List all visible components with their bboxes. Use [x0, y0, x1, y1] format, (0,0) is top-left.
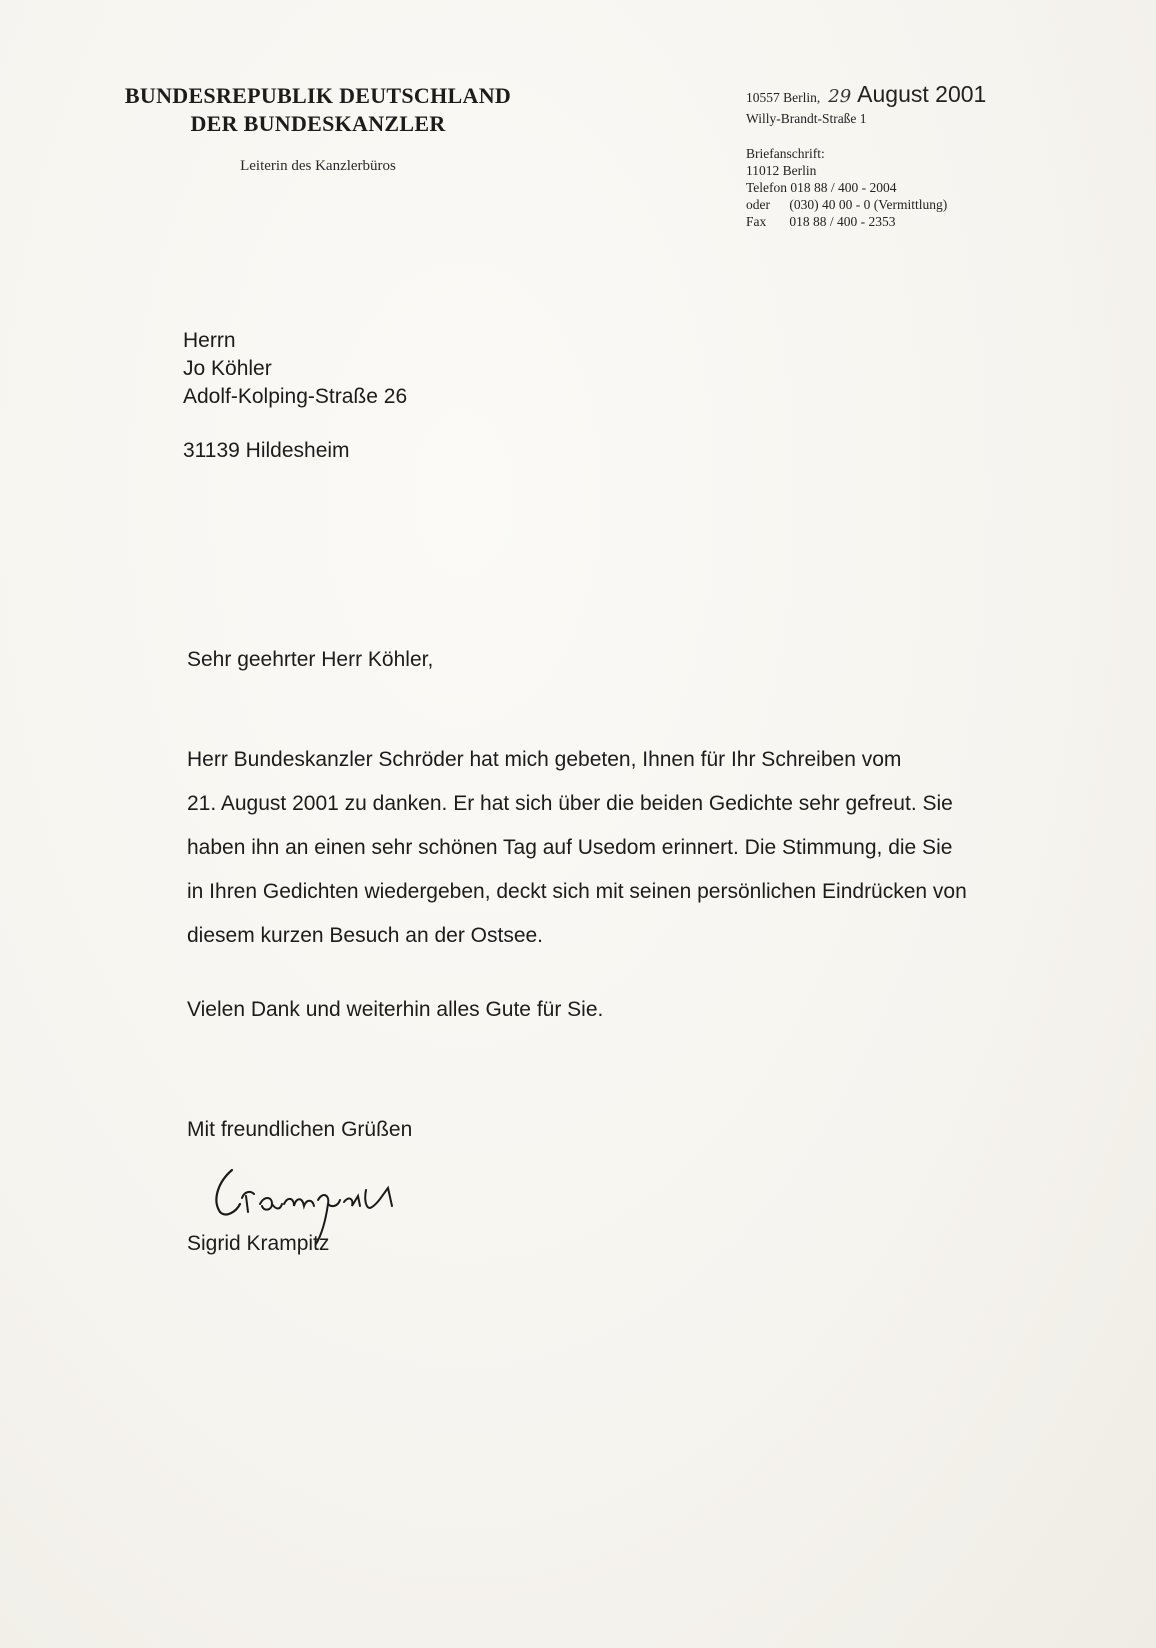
- paragraph-line: haben ihn an einen sehr schönen Tag auf Usedom erinnert. Die Stimmung, die Sie: [187, 836, 953, 859]
- recipient-name: Jo Köhler: [183, 357, 272, 380]
- recipient-street: Adolf-Kolping-Straße 26: [183, 385, 408, 408]
- handwritten-signature: [210, 1160, 440, 1250]
- date-month-year: August 2001: [857, 81, 987, 107]
- body-paragraph: [187, 738, 1087, 958]
- signer-name: Sigrid Krampitz: [187, 1232, 330, 1255]
- alt-phone-label: oder: [746, 197, 770, 212]
- fax-label: Fax: [746, 214, 767, 229]
- closing-line: Mit freundlichen Grüßen: [187, 1118, 413, 1141]
- phone-label: Telefon: [746, 180, 788, 195]
- letter-body: [187, 648, 1087, 1255]
- sender-block: [746, 81, 1086, 230]
- letterhead: [108, 82, 528, 175]
- postal-city: 11012 Berlin: [746, 163, 817, 178]
- salutation: Sehr geehrter Herr Köhler,: [187, 648, 434, 671]
- thanks-line: Vielen Dank und weiterhin alles Gute für Sie.: [187, 998, 604, 1021]
- phone-number: 018 88 / 400 - 2004: [790, 180, 897, 195]
- paragraph-line: diesem kurzen Besuch an der Ostsee.: [187, 924, 544, 947]
- letterhead-office: DER BUNDESKANZLER: [190, 111, 446, 136]
- phone-row: [746, 179, 1086, 196]
- paragraph-line: in Ihren Gedichten wiedergeben, deckt sich mit seinen persönlichen Eindrücken von: [187, 880, 967, 903]
- recipient-address: [183, 327, 407, 465]
- paragraph-line: 21. August 2001 zu danken. Er hat sich über die beiden Gedichte sehr gefreut. Sie: [187, 792, 953, 815]
- fax-row: [746, 213, 1086, 230]
- sender-street: Willy-Brandt-Straße 1: [746, 111, 867, 126]
- date-place: 10557 Berlin,: [746, 90, 821, 105]
- postal-label: Briefanschrift:: [746, 146, 825, 161]
- date-line: [746, 81, 1086, 107]
- date-day-handwritten: 29: [828, 86, 852, 107]
- fax-number: 018 88 / 400 - 2353: [789, 214, 896, 229]
- alt-phone-number: (030) 40 00 - 0 (Vermittlung): [789, 197, 948, 212]
- recipient-title: Herrn: [183, 329, 236, 352]
- recipient-city: 31139 Hildesheim: [183, 439, 350, 462]
- alt-phone-row: [746, 196, 1086, 213]
- letterhead-department: Leiterin des Kanzlerbüros: [240, 158, 396, 174]
- paragraph-line: Herr Bundeskanzler Schröder hat mich gebeten, Ihnen für Ihr Schreiben vom: [187, 748, 902, 771]
- letterhead-country: BUNDESREPUBLIK DEUTSCHLAND: [124, 83, 512, 108]
